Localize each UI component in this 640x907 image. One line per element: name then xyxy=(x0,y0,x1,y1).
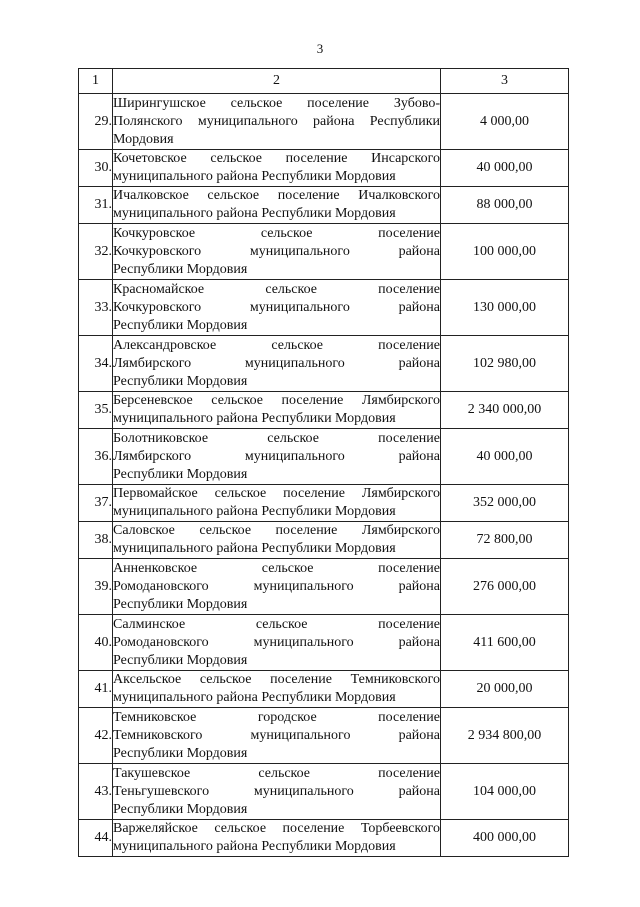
settlement-name-line: Республики Мордовия xyxy=(113,596,248,612)
settlement-name xyxy=(113,150,441,187)
settlement-name-line: Республики Мордовия xyxy=(113,373,248,389)
settlement-name-line: Первомайское сельское поселение Лямбирского xyxy=(113,486,440,501)
settlement-name xyxy=(113,280,441,336)
table-row xyxy=(79,392,569,429)
row-number: 38. xyxy=(79,522,113,559)
settlement-name xyxy=(113,94,441,150)
settlement-name-line: Республики Мордовия xyxy=(113,652,248,668)
settlement-name xyxy=(113,559,441,615)
row-number: 44. xyxy=(79,820,113,857)
table-row xyxy=(79,336,569,392)
settlement-name-line: муниципального района Республики Мордовия xyxy=(113,411,396,426)
settlement-name xyxy=(113,429,441,485)
row-number: 35. xyxy=(79,392,113,429)
table-row xyxy=(79,764,569,820)
amount-value: 276 000,00 xyxy=(441,559,569,615)
amount-value: 100 000,00 xyxy=(441,224,569,280)
row-number: 39. xyxy=(79,559,113,615)
settlement-name-line: Кочкуровского муниципального района xyxy=(113,243,440,259)
settlement-name-line: Ичалковское сельское поселение Ичалковского xyxy=(113,188,440,203)
amount-value: 400 000,00 xyxy=(441,820,569,857)
settlement-name-line: муниципального района Республики Мордовия xyxy=(113,541,396,556)
table-row xyxy=(79,820,569,857)
table-row xyxy=(79,559,569,615)
settlement-name xyxy=(113,820,441,857)
settlement-name-line: Анненковское сельское поселение xyxy=(113,560,440,576)
settlement-name-line: муниципального района Республики Мордовия xyxy=(113,169,396,184)
settlement-name-line: муниципального района Республики Мордовия xyxy=(113,839,396,854)
amount-value: 20 000,00 xyxy=(441,671,569,708)
table-row xyxy=(79,485,569,522)
table-row xyxy=(79,150,569,187)
settlement-name-line: Кочкуровского муниципального района xyxy=(113,299,440,315)
table-row xyxy=(79,94,569,150)
amount-value: 411 600,00 xyxy=(441,615,569,671)
settlement-name-line: Республики Мордовия xyxy=(113,317,248,333)
settlement-name-line: Кочкуровское сельское поселение xyxy=(113,225,440,241)
table-row xyxy=(79,280,569,336)
column-header-number: 1 xyxy=(79,69,113,94)
row-number: 33. xyxy=(79,280,113,336)
settlement-name-line: Ромодановского муниципального района xyxy=(113,634,440,650)
row-number: 37. xyxy=(79,485,113,522)
amount-value: 40 000,00 xyxy=(441,429,569,485)
column-header-amount: 3 xyxy=(441,69,569,94)
row-number: 40. xyxy=(79,615,113,671)
amount-value: 352 000,00 xyxy=(441,485,569,522)
amount-value: 88 000,00 xyxy=(441,187,569,224)
settlement-name-line: Темниковского муниципального района xyxy=(113,727,440,743)
settlement-name-line: Салминское сельское поселение xyxy=(113,616,440,632)
table-row xyxy=(79,615,569,671)
table-row xyxy=(79,708,569,764)
row-number: 36. xyxy=(79,429,113,485)
settlement-name xyxy=(113,224,441,280)
settlement-name-line: муниципального района Республики Мордовия xyxy=(113,690,396,705)
settlement-name-line: Аксельское сельское поселение Темниковского xyxy=(113,672,440,687)
settlement-name-line: Республики Мордовия xyxy=(113,466,248,482)
column-header-name: 2 xyxy=(113,69,441,94)
settlement-name-line: Такушевское сельское поселение xyxy=(113,765,440,781)
settlement-name xyxy=(113,615,441,671)
settlement-name-line: Лямбирского муниципального района xyxy=(113,355,440,371)
row-number: 30. xyxy=(79,150,113,187)
amount-value: 130 000,00 xyxy=(441,280,569,336)
settlement-name xyxy=(113,764,441,820)
settlement-name-line: Берсеневское сельское поселение Лямбирского xyxy=(113,393,440,408)
settlement-name xyxy=(113,485,441,522)
settlement-name xyxy=(113,187,441,224)
row-number: 43. xyxy=(79,764,113,820)
table-row xyxy=(79,671,569,708)
table-row xyxy=(79,522,569,559)
settlement-name-line: Полянского муниципального района Республики xyxy=(113,113,440,129)
row-number: 29. xyxy=(79,94,113,150)
amount-value: 40 000,00 xyxy=(441,150,569,187)
allocation-table xyxy=(78,68,569,857)
settlement-name-line: Республики Мордовия xyxy=(113,801,248,817)
row-number: 41. xyxy=(79,671,113,708)
settlement-name xyxy=(113,708,441,764)
settlement-name-line: Темниковское городское поселение xyxy=(113,709,440,725)
settlement-name-line: Александровское сельское поселение xyxy=(113,337,440,353)
amount-value: 2 340 000,00 xyxy=(441,392,569,429)
settlement-name xyxy=(113,522,441,559)
settlement-name xyxy=(113,392,441,429)
settlement-name-line: Варжеляйское сельское поселение Торбеевского xyxy=(113,821,440,836)
amount-value: 2 934 800,00 xyxy=(441,708,569,764)
row-number: 32. xyxy=(79,224,113,280)
settlement-name-line: Ширингушское сельское поселение Зубово- xyxy=(113,95,440,111)
settlement-name-line: Болотниковское сельское поселение xyxy=(113,430,440,446)
amount-value: 4 000,00 xyxy=(441,94,569,150)
settlement-name xyxy=(113,336,441,392)
settlement-name-line: Республики Мордовия xyxy=(113,745,248,761)
settlement-name-line: муниципального района Республики Мордовия xyxy=(113,206,396,221)
amount-value: 102 980,00 xyxy=(441,336,569,392)
table-header-row xyxy=(79,69,569,94)
row-number: 31. xyxy=(79,187,113,224)
settlement-name-line: Ромодановского муниципального района xyxy=(113,578,440,594)
row-number: 34. xyxy=(79,336,113,392)
page-number: 3 xyxy=(316,41,324,56)
settlement-name-line: Кочетовское сельское поселение Инсарского xyxy=(113,151,440,166)
settlement-name-line: Красномайское сельское поселение xyxy=(113,281,440,297)
row-number: 42. xyxy=(79,708,113,764)
amount-value: 72 800,00 xyxy=(441,522,569,559)
settlement-name-line: Саловское сельское поселение Лямбирского xyxy=(113,523,440,538)
settlement-name-line: муниципального района Республики Мордовия xyxy=(113,504,396,519)
settlement-name xyxy=(113,671,441,708)
table-row xyxy=(79,224,569,280)
amount-value: 104 000,00 xyxy=(441,764,569,820)
settlement-name-line: Теньгушевского муниципального района xyxy=(113,783,440,799)
table-row xyxy=(79,187,569,224)
table-row xyxy=(79,429,569,485)
settlement-name-line: Республики Мордовия xyxy=(113,261,248,277)
settlement-name-line: Мордовия xyxy=(113,131,174,147)
settlement-name-line: Лямбирского муниципального района xyxy=(113,448,440,464)
